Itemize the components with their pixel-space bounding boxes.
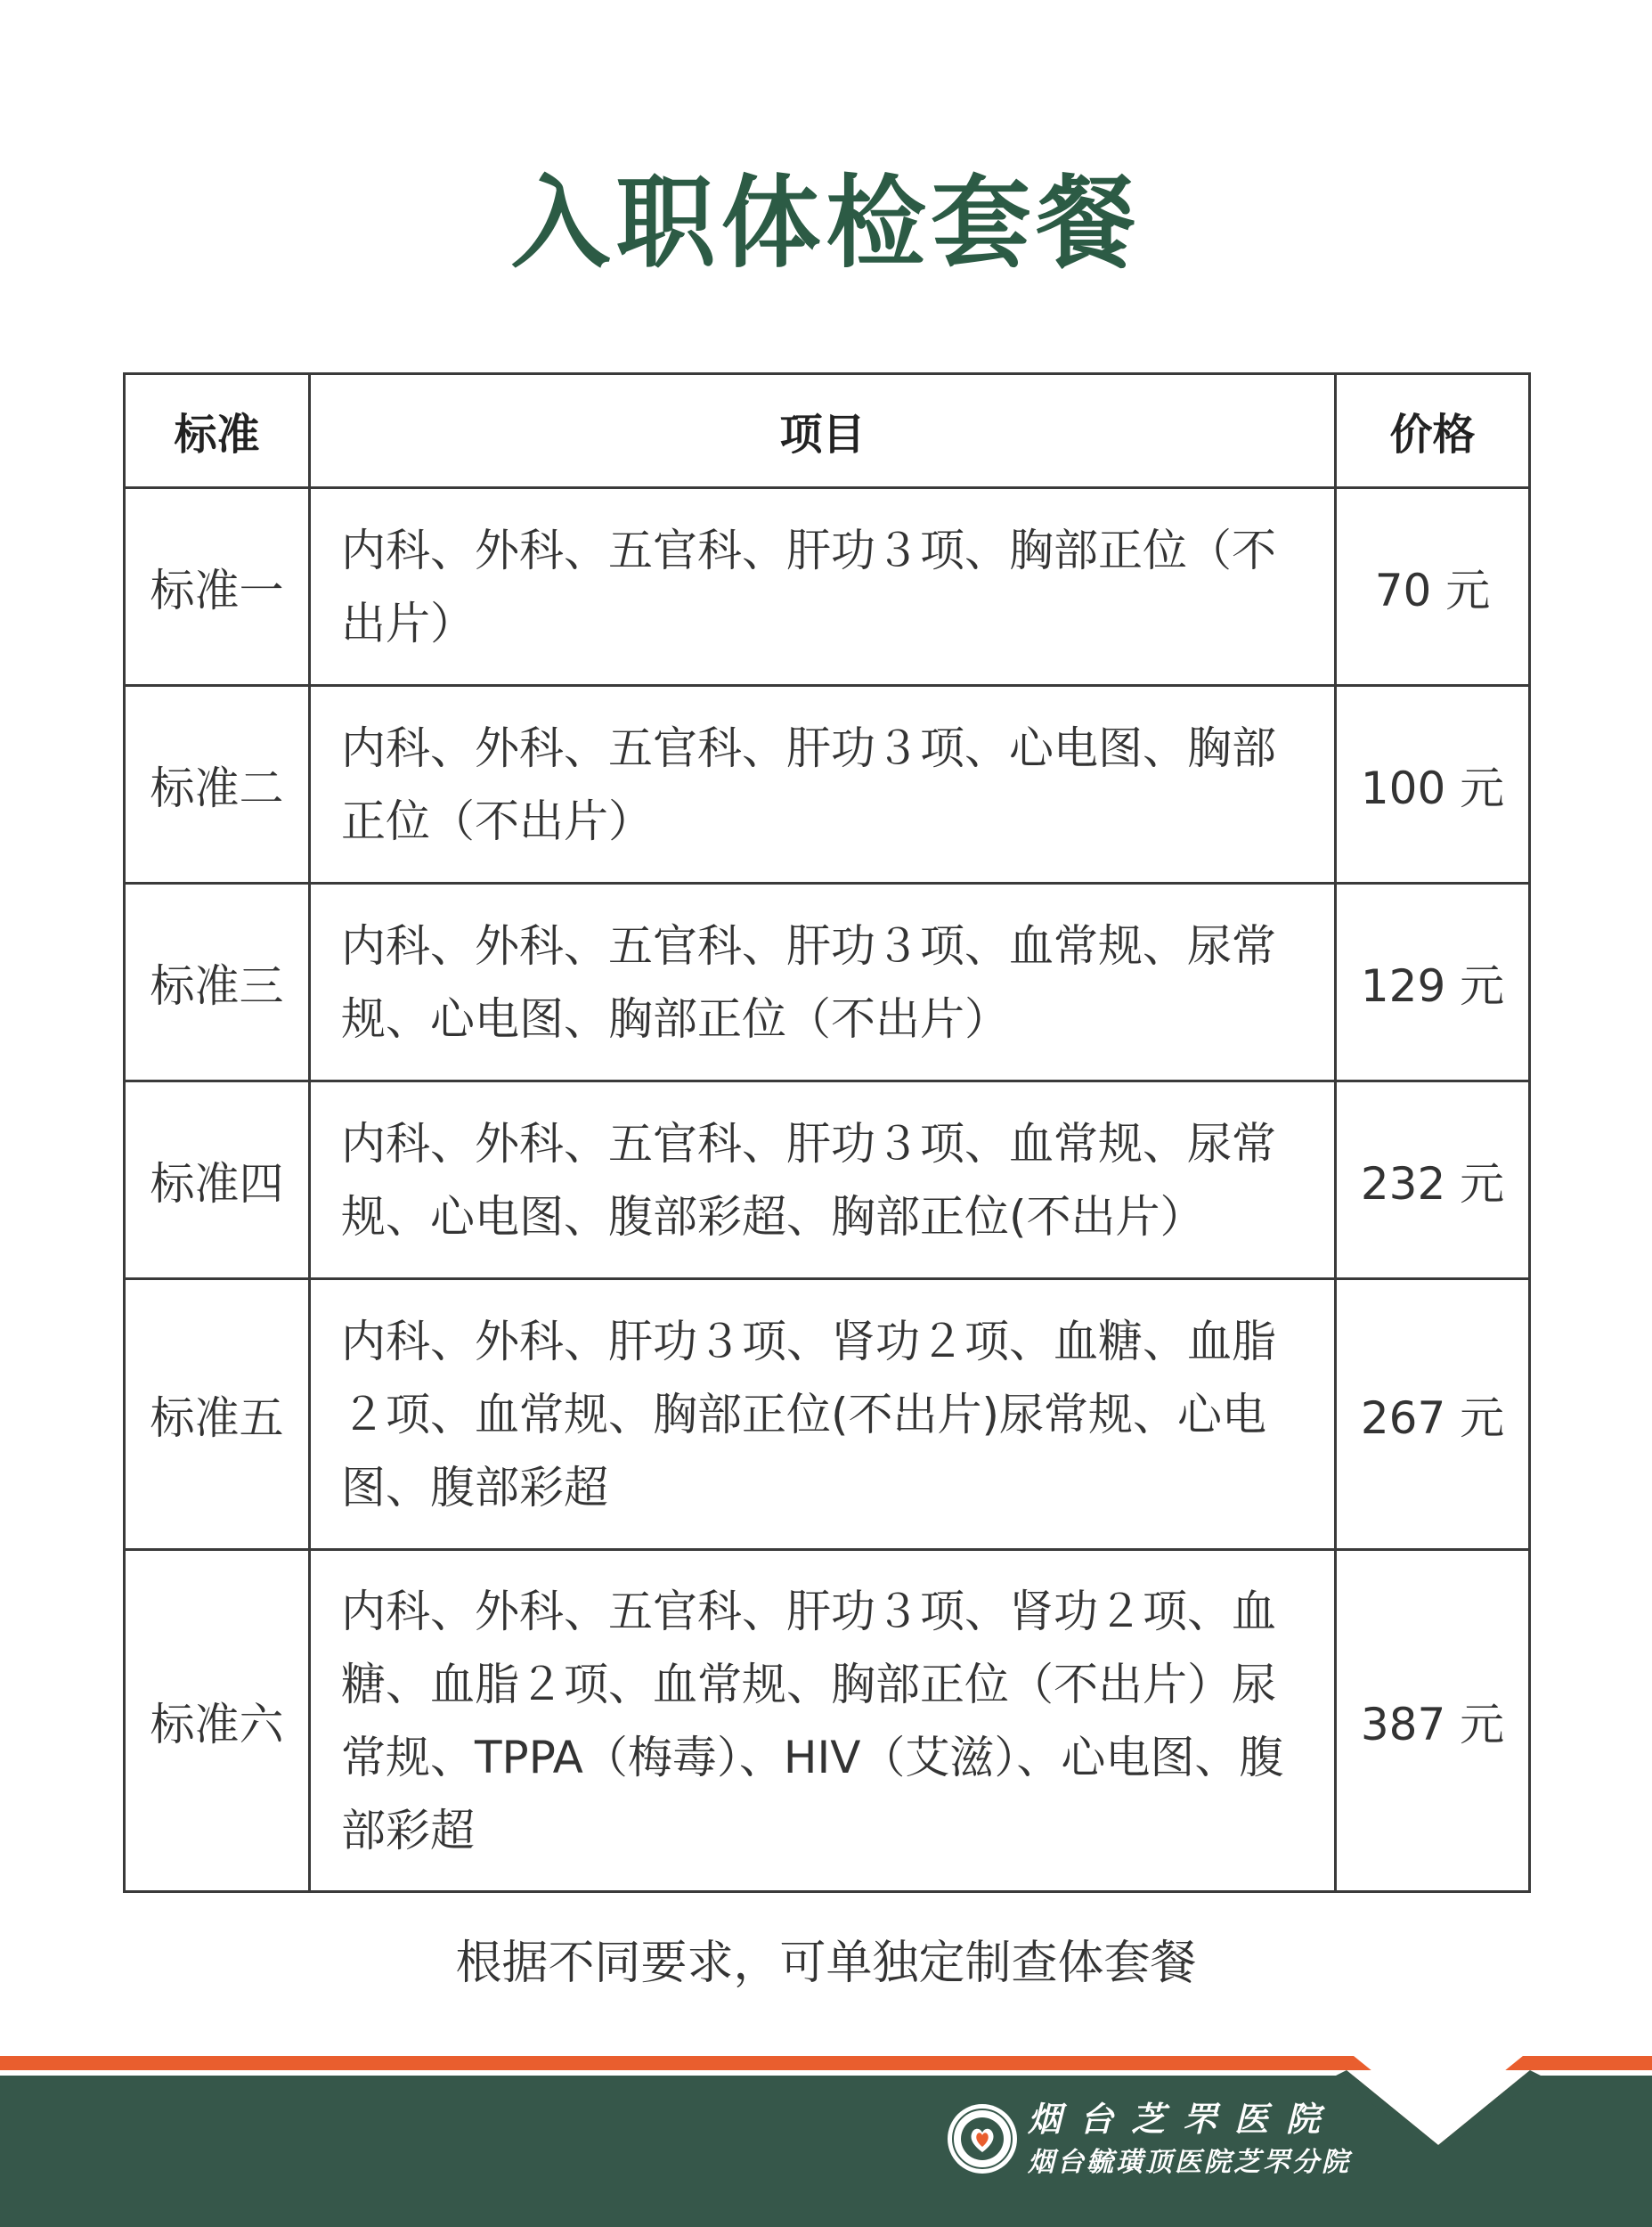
row-standard: 标准一 (125, 488, 310, 686)
brand-name: 烟台芝罘医院 (1028, 2100, 1339, 2139)
table-row (125, 884, 1530, 1081)
row-items: 内科、外科、五官科、肝功３项、胸部正位（不出片） (310, 488, 1336, 686)
header-price: 价格 (1336, 374, 1530, 488)
brand-subtitle: 烟台毓璜顶医院芝罘分院 (1028, 2147, 1351, 2178)
row-price: 100 元 (1336, 686, 1530, 884)
row-standard: 标准二 (125, 686, 310, 884)
row-price: 70 元 (1336, 488, 1530, 686)
custom-package-note: 根据不同要求，可单独定制查体套餐 (455, 1937, 1197, 1990)
table-row (125, 1081, 1530, 1279)
table-row (125, 1279, 1530, 1550)
row-price: 232 元 (1336, 1081, 1530, 1279)
row-items: 内科、外科、五官科、肝功３项、肾功２项、血糖、血脂２项、血常规、胸部正位（不出片）尿常规、TPPA（梅毒）、HIV（艾滋）、心电图、腹部彩超 (310, 1550, 1336, 1892)
footer-banner (0, 2040, 1652, 2227)
header-items: 项目 (310, 374, 1336, 488)
row-items: 内科、外科、五官科、肝功３项、心电图、胸部正位（不出片） (310, 686, 1336, 884)
row-standard: 标准三 (125, 884, 310, 1081)
table-row (125, 686, 1530, 884)
hospital-logo-icon (946, 2102, 1019, 2175)
row-items: 内科、外科、肝功３项、肾功２项、血糖、血脂２项、血常规、胸部正位(不出片)尿常规、心电图、腹部彩超 (310, 1279, 1336, 1550)
row-standard: 标准五 (125, 1279, 310, 1550)
row-standard: 标准六 (125, 1550, 310, 1892)
page-title: 入职体检套餐 (510, 166, 1142, 281)
table-header-row (125, 374, 1530, 488)
row-items: 内科、外科、五官科、肝功３项、血常规、尿常规、心电图、胸部正位（不出片） (310, 884, 1336, 1081)
row-price: 387 元 (1336, 1550, 1530, 1892)
package-table (123, 372, 1531, 1893)
header-standard: 标准 (125, 374, 310, 488)
row-price: 129 元 (1336, 884, 1530, 1081)
row-items: 内科、外科、五官科、肝功３项、血常规、尿常规、心电图、腹部彩超、胸部正位(不出片） (310, 1081, 1336, 1279)
row-standard: 标准四 (125, 1081, 310, 1279)
table-row (125, 1550, 1530, 1892)
table-row (125, 488, 1530, 686)
row-price: 267 元 (1336, 1279, 1530, 1550)
